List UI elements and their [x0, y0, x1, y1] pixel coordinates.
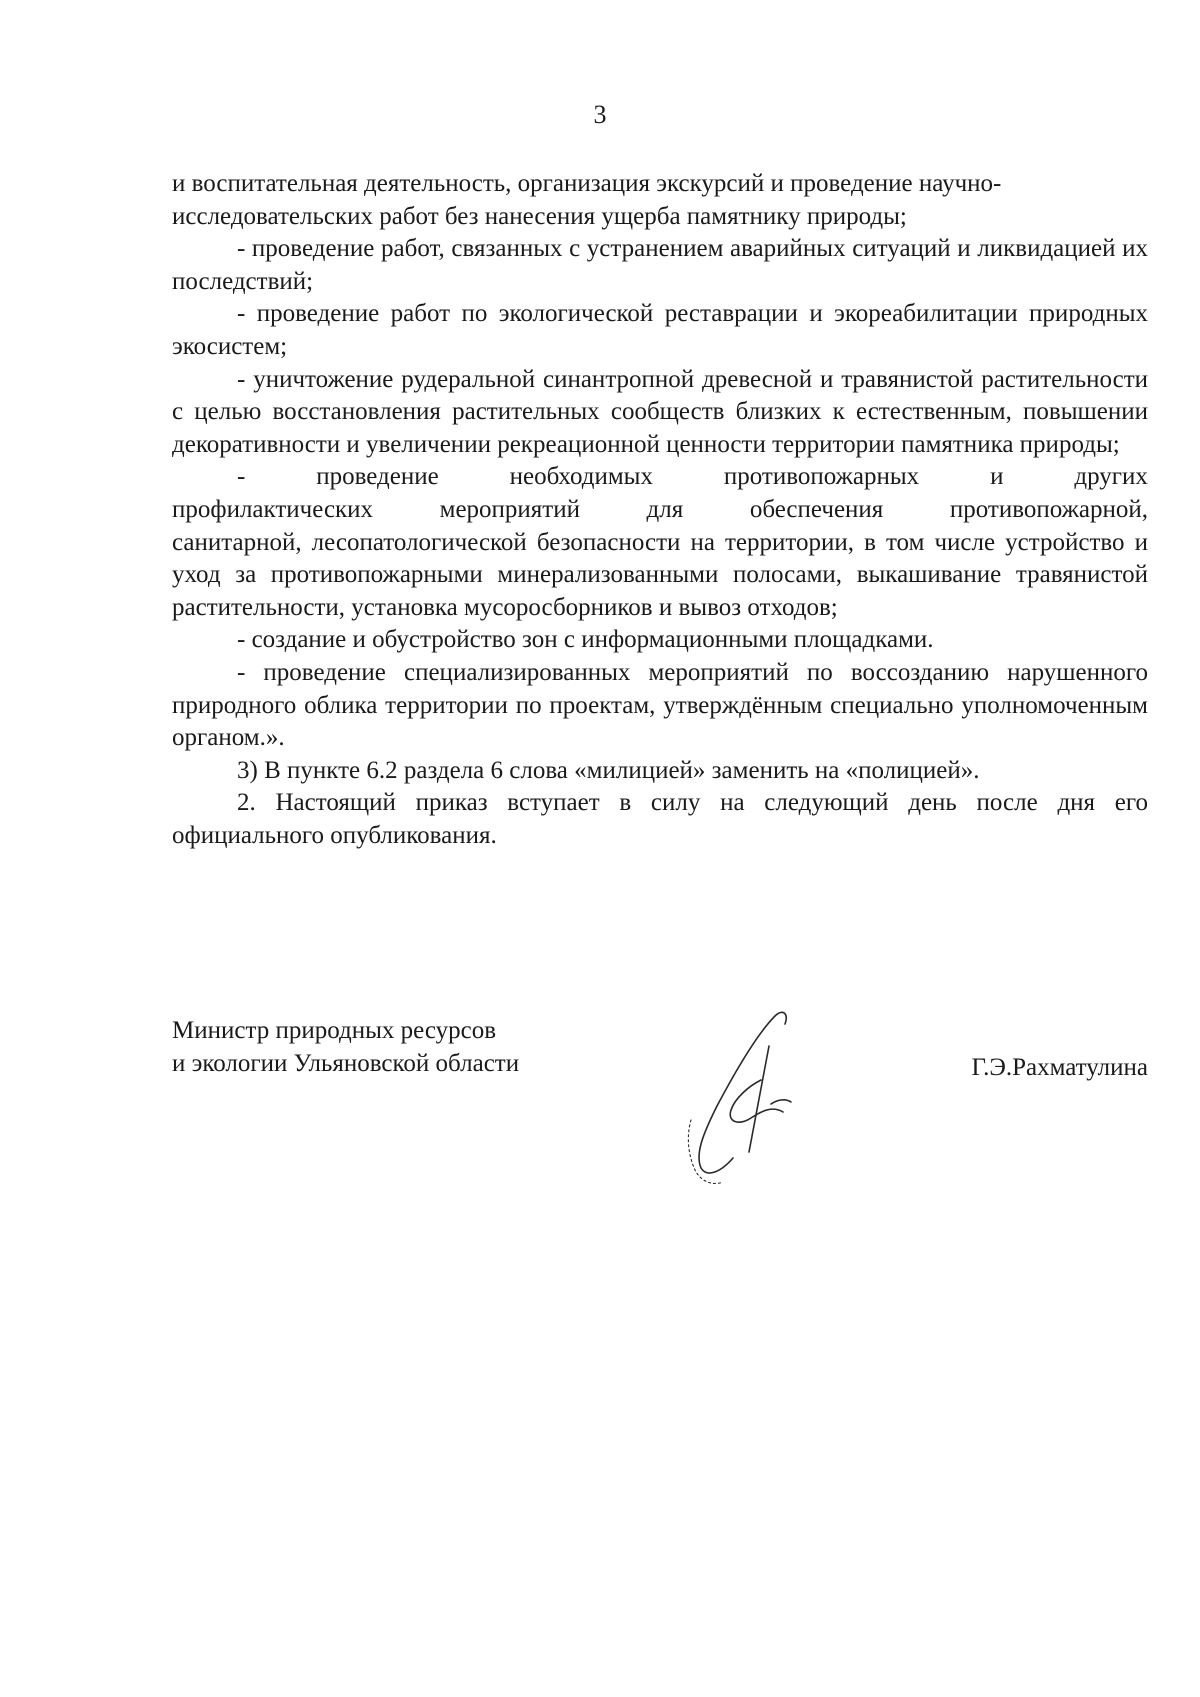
handwritten-signature: [677, 1002, 827, 1187]
word: противопожарных: [723, 463, 920, 491]
word: и: [990, 463, 1004, 491]
word: для: [646, 495, 684, 523]
paragraph-entry-into-force: 2. Настоящий приказ вступает в силу на следующий день после дня его официального опубликования.: [172, 789, 1148, 849]
paragraph-1-line-2: исследовательских работ без нанесения ущерба памятнику природы;: [172, 202, 907, 230]
paragraph-ruderal-vegetation: - уничтожение рудеральной синантропной древесной и травянистой растительности с целью восстановления растительных сообществ близких к естественным, повышении декоративности и увеличении рекреационной ценности территории памятника природы;: [172, 365, 1148, 458]
paragraph-amendment-6-2: 3) В пункте 6.2 раздела 6 слова «милицией» заменить на «полицией».: [237, 756, 980, 784]
paragraph-1-line-1: [172, 168, 1148, 201]
paragraph-ecological-restoration: - проведение работ по экологической реставрации и экореабилитации природных экосистем;: [172, 300, 1148, 360]
paragraph-fire-prevention-line-2: [172, 494, 1148, 527]
page-number: 3: [593, 100, 607, 129]
paragraph-info-zones: - создание и обустройство зон с информационными площадками.: [237, 626, 934, 654]
word: противопожарной,: [949, 495, 1148, 523]
word: обеспечения: [749, 495, 884, 523]
word: мероприятий: [439, 495, 580, 523]
word: профилактических: [172, 495, 374, 523]
paragraph-fire-prevention-rest: санитарной, лесопатологической безопасности на территории, в том числе устройство и уход за противопожарными минерализованными полосами, выкашивание травянистой растительности, установка мусоросборников и вывоз отходов;: [172, 528, 1148, 621]
word: других: [1074, 463, 1148, 491]
word: необходимых: [509, 463, 653, 491]
document-body: [172, 168, 1148, 852]
paragraph-fire-prevention-line-1: [172, 461, 1148, 494]
signatory-name: Г.Э.Рахматулина: [971, 1054, 1148, 1081]
word: -: [237, 463, 246, 491]
text-line: и воспитательная деятельность, организация экскурсий и проведение научно-: [172, 170, 1002, 197]
signatory-position: [172, 1014, 632, 1080]
signatory-position-line-2: и экологии Ульяновской области: [172, 1050, 520, 1077]
signature-block: [172, 1014, 1148, 1194]
paragraph-landscape-recreation: - проведение специализированных мероприятий по воссозданию нарушенного природного облика территории по проектам, утверждённым специально уполномоченным органом.».: [172, 658, 1148, 752]
word: проведение: [316, 463, 439, 491]
signatory-position-line-1: Министр природных ресурсов: [172, 1017, 497, 1044]
paragraph-emergency-works: - проведение работ, связанных с устранением аварийных ситуаций и ликвидацией их последствий;: [172, 235, 1148, 295]
